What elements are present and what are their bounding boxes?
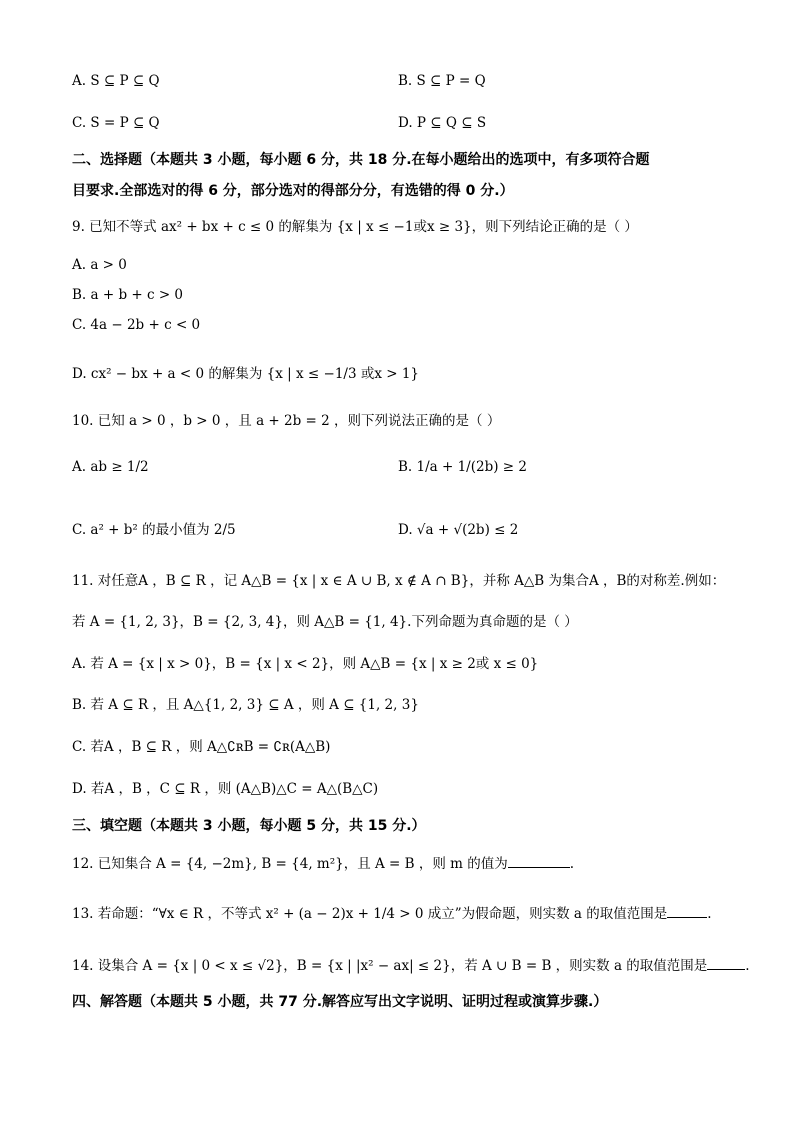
q12: [72, 853, 574, 874]
q9-option-c: C. 4a − 2b + c < 0: [72, 317, 201, 333]
q14-end: .: [745, 958, 750, 974]
q13-text: 13. 若命题：“∀x ∈ R ，不等式 x² + (a − 2)x + 1/4 > 0 成立”为假命题，则实数 a 的取值范围是: [72, 906, 668, 922]
q13-answer-blank: [667, 903, 707, 918]
section2-heading-line2: 目要求.全部选对的得 6 分，部分选对的得部分分，有选错的得 0 分.）: [72, 183, 514, 199]
q11-stem-line2: 若 A = {1, 2, 3}，B = {2, 3, 4}，则 A△B = {1, 4}.下列命题为真命题的是（ ）: [72, 614, 578, 630]
q11-option-c: C. 若A ，B ⊆ R ，则 A△∁ʀB = ∁ʀ(A△B): [72, 739, 331, 755]
q8-option-d: D. P ⊆ Q ⊆ S: [398, 115, 487, 131]
q13: [72, 903, 712, 924]
q11-stem-line1: 11. 对任意A ，B ⊆ R ，记 A△B = {x | x ∈ A ∪ B, x ∉ A ∩ B}，并称 A△B 为集合A ，B的对称差.例如：: [72, 573, 726, 589]
q12-end: .: [569, 856, 575, 872]
q10-option-c: C. a² + b² 的最小值为 2/5: [72, 522, 236, 538]
q12-text: 12. 已知集合 A = {4, −2m}, B = {4, m²}，且 A = B ，则 m 的值为: [72, 856, 508, 872]
q14-text: 14. 设集合 A = {x | 0 < x ≤ √2}，B = {x | |x² − ax| ≤ 2}，若 A ∪ B = B ，则实数 a 的取值范围是: [72, 958, 708, 974]
q9-option-b: B. a + b + c > 0: [72, 287, 184, 303]
q8-option-c: C. S = P ⊆ Q: [72, 115, 160, 131]
q10-option-b: B. 1/a + 1/(2b) ≥ 2: [398, 459, 527, 475]
q9-option-d: D. cx² − bx + a < 0 的解集为 {x | x ≤ −1/3 或x > 1}: [72, 366, 420, 382]
q14: [72, 955, 750, 976]
q14-answer-blank: [707, 955, 745, 970]
section3-heading: 三、填空题（本题共 3 小题，每小题 5 分，共 15 分.）: [72, 818, 426, 834]
q11-option-a: A. 若 A = {x | x > 0}，B = {x | x < 2}，则 A△B = {x | x ≥ 2或 x ≤ 0}: [72, 656, 539, 672]
section2-heading-line1: 二、选择题（本题共 3 小题，每小题 6 分，共 18 分.在每小题给出的选项中，有多项符合题: [72, 152, 650, 168]
q8-option-a: A. S ⊆ P ⊆ Q: [72, 73, 160, 89]
q10-stem: 10. 已知 a > 0 ，b > 0 ，且 a + 2b = 2 ，则下列说法正确的是（ ）: [72, 413, 501, 429]
q9-stem: 9. 已知不等式 ax² + bx + c ≤ 0 的解集为 {x | x ≤ −1或x ≥ 3}，则下列结论正确的是（ ）: [72, 219, 638, 235]
q11-option-b: B. 若 A ⊆ R ，且 A△{1, 2, 3} ⊆ A ，则 A ⊆ {1, 2, 3}: [72, 697, 419, 713]
q13-end: .: [707, 906, 712, 922]
section4-heading: 四、解答题（本题共 5 小题，共 77 分.解答应写出文字说明、证明过程或演算步骤.）: [72, 994, 608, 1010]
q12-answer-blank: [508, 853, 570, 868]
q8-option-b: B. S ⊆ P = Q: [398, 73, 486, 89]
q9-option-a: A. a > 0: [72, 257, 127, 273]
q10-option-d: D. √a + √(2b) ≤ 2: [398, 522, 519, 538]
q11-option-d: D. 若A ，B ，C ⊆ R ，则 (A△B)△C = A△(B△C): [72, 781, 379, 797]
q10-option-a: A. ab ≥ 1/2: [72, 459, 149, 475]
